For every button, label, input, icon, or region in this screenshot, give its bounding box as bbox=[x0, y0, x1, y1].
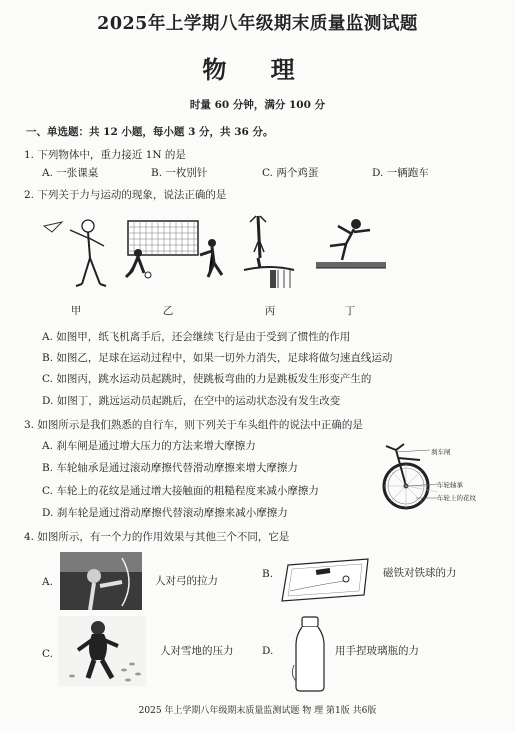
q4-stem: 4. 如图所示，有一个力的作用效果与其他三个不同，它是 bbox=[24, 531, 290, 543]
q1-option-a: A. 一张课桌 bbox=[42, 167, 99, 179]
exam-title: 2025年上学期八年级期末质量监测试题 bbox=[97, 14, 418, 34]
q2-caption-yi: 乙 bbox=[162, 305, 174, 317]
q2-figure-yi bbox=[120, 215, 230, 285]
q2-figure-jia bbox=[40, 212, 120, 292]
q4-image-magnet bbox=[278, 555, 374, 605]
q2-caption-jia: 甲 bbox=[70, 305, 82, 317]
q4-image-snow bbox=[58, 616, 146, 686]
subject-title: 物 理 bbox=[202, 55, 313, 84]
q4-option-c-letter: C. bbox=[42, 648, 53, 660]
q2-option-a: A. 如图甲，纸飞机离手后，还会继续飞行是由于受到了惯性的作用 bbox=[42, 331, 351, 343]
q3-option-a: A. 刹车闸是通过增大压力的方法来增大摩擦力 bbox=[42, 440, 256, 452]
q3-label-bearing: 车轮轴承 bbox=[437, 481, 463, 489]
q3-option-c: C. 车轮上的花纹是通过增大接触面的粗糙程度来减小摩擦力 bbox=[42, 485, 319, 497]
time-info: 时量 60 分钟，满分 100 分 bbox=[189, 99, 326, 111]
q1-option-d: D. 一辆跑车 bbox=[372, 167, 429, 179]
q3-stem: 3. 如图所示是我们熟悉的自行车，则下列关于车头组件的说法中正确的是 bbox=[24, 419, 363, 431]
q3-option-d: D. 刹车轮是通过滑动摩擦代替滚动摩擦来减小摩擦力 bbox=[42, 507, 288, 519]
q4-option-b-text: 磁铁对铁球的力 bbox=[383, 567, 457, 579]
q3-label-brake: 刹车闸 bbox=[431, 448, 451, 456]
q3-option-b: B. 车轮轴承是通过滚动摩擦代替滑动摩擦来增大摩擦力 bbox=[42, 462, 298, 474]
q4-option-a-text: 人对弓的拉力 bbox=[155, 575, 218, 587]
q2-caption-ding: 丁 bbox=[344, 305, 356, 317]
q2-caption-bing: 丙 bbox=[264, 305, 276, 317]
q2-option-d: D. 如图丁，跳远运动员起跳后，在空中的运动状态没有发生改变 bbox=[42, 395, 341, 407]
q1-option-c: C. 两个鸡蛋 bbox=[262, 167, 319, 179]
q1-option-b: B. 一枚别针 bbox=[151, 167, 208, 179]
q4-image-archer bbox=[60, 552, 142, 610]
q1-stem: 1. 下列物体中，重力接近 1N 的是 bbox=[24, 149, 186, 161]
q4-option-d-letter: D. bbox=[262, 645, 274, 657]
section-heading: 一、单选题：共 12 小题，每小题 3 分，共 36 分。 bbox=[26, 126, 274, 138]
q2-figure-ding bbox=[312, 212, 390, 282]
q3-label-tread: 车轮上的花纹 bbox=[437, 494, 476, 502]
q4-option-c-text: 人对雪地的压力 bbox=[160, 645, 234, 657]
q4-option-d-text: 用手捏玻璃瓶的力 bbox=[335, 645, 419, 657]
q2-option-c: C. 如图丙，跳水运动员起跳时，使跳板弯曲的力是跳板发生形变产生的 bbox=[42, 373, 372, 385]
q4-image-bottle bbox=[290, 615, 330, 693]
q4-option-a-letter: A. bbox=[42, 576, 53, 588]
q2-stem: 2. 下列关于力与运动的现象，说法正确的是 bbox=[24, 189, 227, 201]
q2-option-b: B. 如图乙，足球在运动过程中，如果一切外力消失，足球将做匀速直线运动 bbox=[42, 352, 393, 364]
q2-figure-bing bbox=[240, 212, 300, 292]
page-footer: 2025 年上学期八年级期末质量监测试题 物 理 第1版 共6版 bbox=[138, 706, 377, 716]
q4-option-b-letter: B. bbox=[262, 568, 274, 580]
